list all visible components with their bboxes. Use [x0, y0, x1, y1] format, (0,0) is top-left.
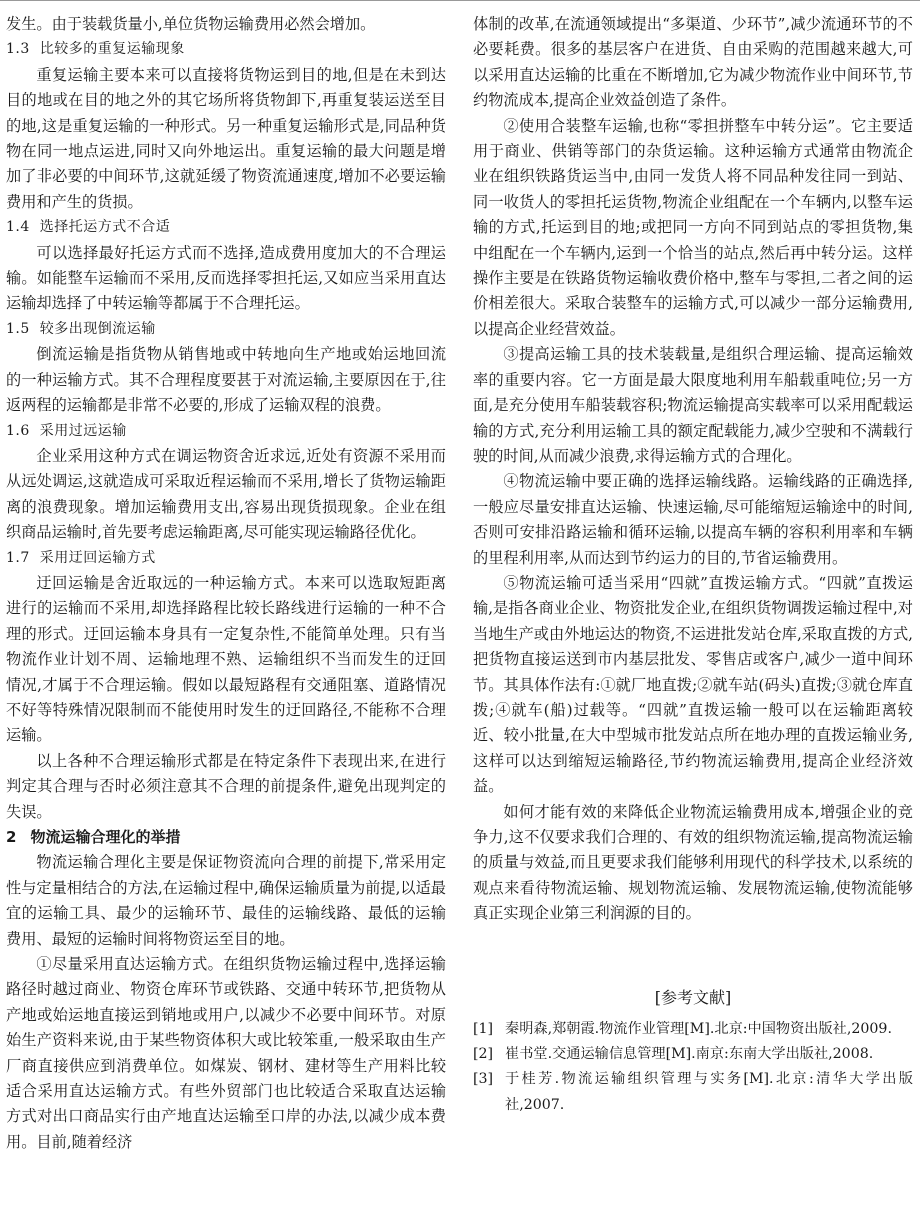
- reference-text: 崔书堂.交通运输信息管理[M].南京:东南大学出版社,2008.: [505, 1046, 874, 1063]
- paragraph: 企业采用这种方式在调运物资舍近求远,近处有资源不采用而从远处调运,这就造成可采取近程运输而不采用,增长了货物运输距离的浪费现象。增加运输费用支出,容易出现货损现象。企业在组织商品运输时,首先要考虑运输距离,尽可能实现运输路径优化。: [6, 446, 446, 542]
- reference-item: [473, 1067, 913, 1118]
- reference-number: [1]: [473, 1020, 494, 1037]
- subsection-heading: [6, 37, 446, 62]
- heading-title: 选择托运方式不合适: [39, 219, 171, 236]
- paragraph: 倒流运输是指货物从销售地或中转地向生产地或始运地回流的一种运输方式。其不合理程度要甚于对流运输,主要原因在于,往返两程的运输都是非常不必要的,形成了运输双程的浪费。: [6, 345, 446, 415]
- paragraph: ①尽量采用直达运输方式。在组织货物运输过程中,选择运输路径时越过商业、物资仓库环节或铁路、交通中转环节,把货物从产地或始运地直接运到销地或用户,以减少不必要中间环节。对原始生产资料来说,由于某些物资体积大或比较笨重,一般采取由生产厂商直接供应到消费单位。如煤炭、钢材、建材等生产用料比较适合采用直达运输方式。有些外贸部门也比较适合采取直达运输方式对出口商品实行由产地直达运输至口岸的办法,以减少成本费用。目前,随着经济: [6, 955, 446, 1151]
- right-column: [473, 12, 913, 1118]
- reference-list: [473, 1017, 913, 1119]
- paragraph: 体制的改革,在流通领域提出“多渠道、少环节”,减少流通环节的不必要耗费。很多的基层客户在进货、自由采购的范围越来越大,可以采用直达运输的比重在不断增加,它为减少物流作业中间环节,节约物流成本,提高企业效益创造了条件。: [473, 15, 913, 110]
- paragraph: 可以选择最好托运方式而不选择,造成费用度加大的不合理运输。如能整车运输而不采用,反而选择零担托运,又如应当采用直达运输却选择了中转运输等都属于不合理托运。: [6, 243, 446, 313]
- heading-number: 1.3: [6, 41, 30, 58]
- heading-title: 较多出现倒流运输: [39, 320, 156, 337]
- paragraph: 迂回运输是舍近取远的一种运输方式。本来可以选取短距离进行的运输而不采用,却选择路程比较长路线进行运输的一种不合理的形式。迂回运输本身具有一定复杂性,不能简单处理。只有当物流作业计划不周、运输地理不熟、运输组织不当而发生的迂回情况,才属于不合理运输。假如以最短路程有交通阻塞、道路情况不好等特殊情况限制而不能使用时发生的迂回路径,不能称不合理运输。: [6, 573, 446, 745]
- paragraph: ⑤物流运输可适当采用“四就”直拨运输方式。“四就”直拨运输,是指各商业企业、物资批发企业,在组织货物调拨运输过程中,对当地生产或由外地运达的物资,不运进批发站仓库,采取直拨的方式,把货物直接运送到市内基层批发、零售店或客户,减少一道中间环节。其具体作法有:①就厂地直拨;②就车站(码头)直拨;③就仓库直拨;④就车(船)过载等。“四就”直拨运输一般可以在运输距离较近、较小批量,在大中型城市批发站点所在地办理的直拨运输业务,这样可以达到缩短运输路径,节约物流运输费用,提高企业经济效益。: [473, 573, 913, 796]
- paragraph: 重复运输主要本来可以直接将货物运到目的地,但是在未到达目的地或在目的地之外的其它场所将货物卸下,再重复装运送至目的地,这是重复运输的一种形式。另一种重复运输形式是,同品种货物在同一地点运进,同时又向外地运出。重复运输的最大问题是增加了非必要的中间环节,这就延缓了物资流通速度,增加不必要运输费用和产生的货损。: [6, 65, 446, 211]
- right-column-body: [473, 12, 913, 927]
- heading-number: 2: [6, 828, 17, 846]
- heading-title: 比较多的重复运输现象: [39, 41, 185, 58]
- subsection-heading: [6, 419, 446, 444]
- references-heading: [参考文献]: [654, 987, 732, 1007]
- subsection-heading: [6, 317, 446, 342]
- reference-number: [3]: [473, 1071, 494, 1088]
- reference-number: [2]: [473, 1046, 494, 1063]
- heading-number: 1.7: [6, 549, 30, 566]
- heading-number: 1.6: [6, 422, 30, 439]
- paragraph: 物流运输合理化主要是保证物资流向合理的前提下,常采用定性与定量相结合的方法,在运输过程中,确保运输质量为前提,以适最宜的运输工具、最少的运输环节、最佳的运输线路、最低的运输费用、最短的运输时间将物资运至目的地。: [6, 853, 446, 948]
- paragraph: ②使用合装整车运输,也称“零担拼整车中转分运”。它主要适用于商业、供销等部门的杂货运输。这种运输方式通常由物流企业在组织铁路货运当中,由同一发货人将不同品种发往同一到站、同一收货人的零担托运货物,物流企业组配在一个车辆内,以整车运输的方式,托运到目的地;或把同一方向不同到站点的零担货物,集中组配在一个车辆内,运到一个恰当的站点,然后再中转分运。这样操作主要是在铁路货物运输收费价格中,整车与零担,二者之间的运价相差很大。采取合装整车的运输方式,可以减少一部分运输费用,以提高企业经营效益。: [473, 116, 913, 338]
- heading-title: 物流运输合理化的举措: [30, 828, 181, 846]
- paragraph: ④物流运输中要正确的选择运输线路。运输线路的正确选择,一般应尽量安排直达运输、快速运输,尽可能缩短运输途中的时间,否则可安排沿路运输和循环运输,以提高车辆的容积利用率和车辆的里程利用率,从而达到节约运力的目的,节省运输费用。: [473, 472, 913, 567]
- reference-item: [473, 1017, 913, 1042]
- paragraph: ③提高运输工具的技术装载量,是组织合理运输、提高运输效率的重要内容。它一方面是最大限度地利用车船载重吨位;另一方面,是充分使用车船装载容积;物流运输提高实载率可以采用配载运输的方式,充分利用运输工具的额定配载能力,减少空驶和不满载行驶的时间,从而减少浪费,求得运输方式的合理化。: [473, 345, 913, 465]
- left-column: [6, 12, 446, 1155]
- reference-text: 秦明森,郑朝霞.物流作业管理[M].北京:中国物资出版社,2009.: [505, 1020, 892, 1037]
- subsection-heading: [6, 546, 446, 571]
- section-heading: [6, 825, 446, 850]
- reference-item: [473, 1042, 913, 1067]
- header-rule: [0, 0, 920, 4]
- reference-text: 于桂芳.物流运输组织管理与实务[M].北京:清华大学出版社,2007.: [505, 1071, 913, 1113]
- subsection-heading: [6, 215, 446, 240]
- paragraph: 发生。由于装载货量小,单位货物运输费用必然会增加。: [6, 15, 376, 33]
- heading-title: 采用迂回运输方式: [39, 549, 156, 566]
- paragraph: 如何才能有效的来降低企业物流运输费用成本,增强企业的竞争力,这不仅要求我们合理的、有效的组织物流运输,提高物流运输的质量与效益,而且更要求我们能够利用现代的科学技术,以系统的观点来看待物流运输、规划物流运输、发展物流运输,使物流能够真正实现企业第三利润源的目的。: [473, 802, 913, 923]
- heading-title: 采用过远运输: [39, 422, 127, 439]
- heading-number: 1.5: [6, 320, 30, 337]
- paragraph: 以上各种不合理运输形式都是在特定条件下表现出来,在进行判定其合理与否时必须注意其不合理的前提条件,避免出现判定的失误。: [6, 751, 446, 821]
- heading-number: 1.4: [6, 219, 30, 236]
